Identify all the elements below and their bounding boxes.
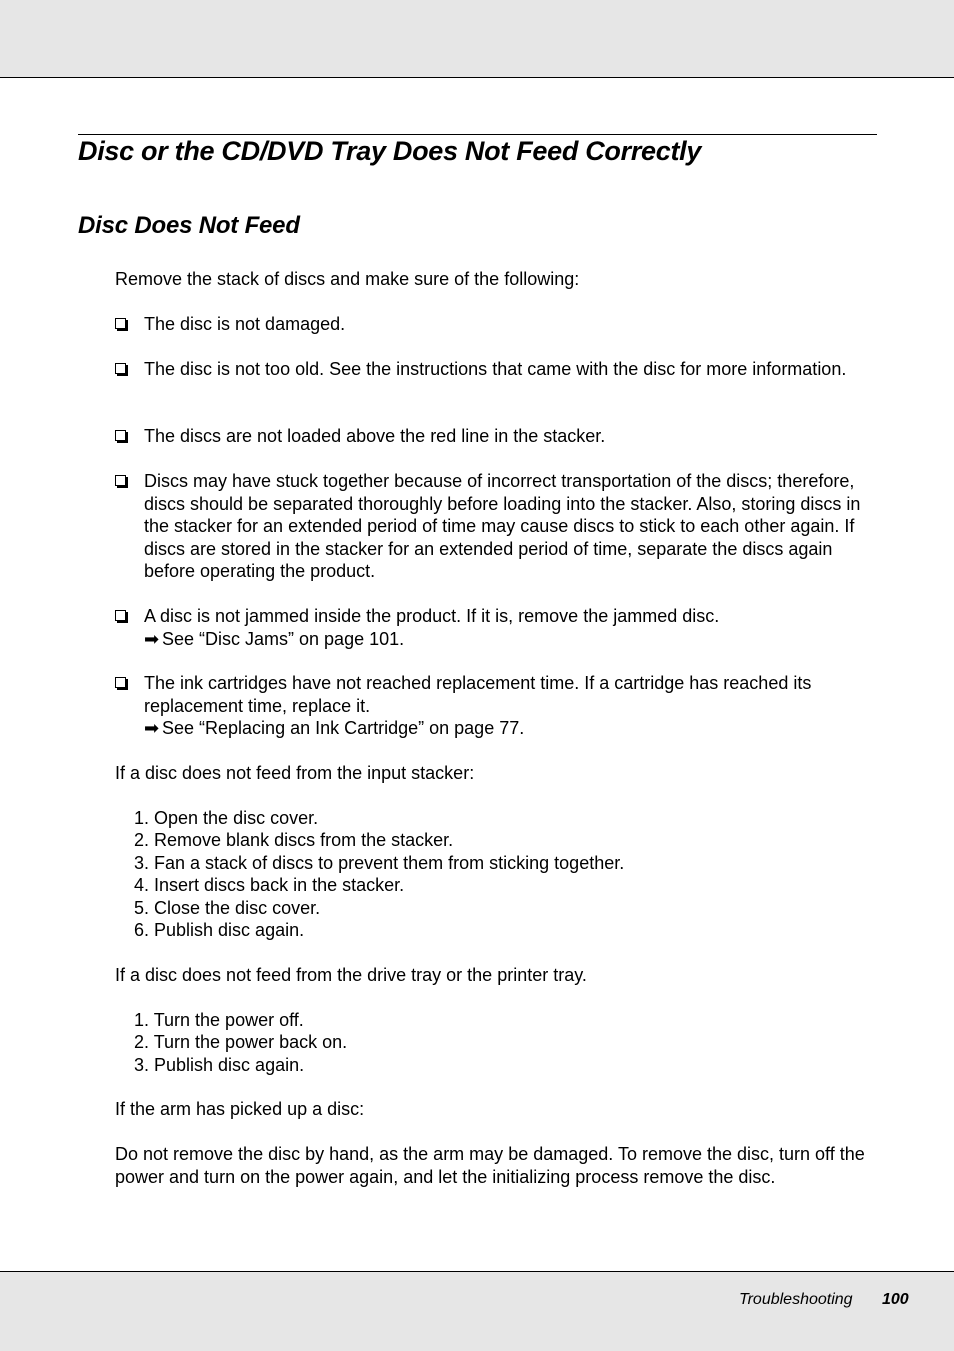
step-item: 3. Publish disc again. xyxy=(134,1054,305,1075)
arm-intro: If the arm has picked up a disc: xyxy=(115,1099,365,1119)
step-item: 5. Close the disc cover. xyxy=(134,897,321,918)
footer-band xyxy=(0,1271,954,1351)
arm-body: Do not remove the disc by hand, as the arm may be damaged. To remove the disc, turn off the power and turn on the power again, and let the initializing process remove the disc. xyxy=(115,1144,865,1187)
cross-reference-link[interactable]: See “Replacing an Ink Cartridge” on page 77. xyxy=(162,718,525,738)
bullet-text: Discs may have stuck together because of incorrect transportation of the discs; therefore, discs should be separated thoroughly before loading into the stacker. Also, storing discs in the stacker for an extended period of time may cause discs to stick to each other again. If discs are stored in the stacker for an extended period of time, separate the discs again before operating the product. xyxy=(144,471,861,581)
bullet-text: A disc is not jammed inside the product. If it is, remove the jammed disc. xyxy=(144,606,720,626)
footer-section-title: Troubleshooting xyxy=(739,1291,853,1308)
step-item: 2. Remove blank discs from the stacker. xyxy=(134,830,454,851)
intro-text: Remove the stack of discs and make sure of the following: xyxy=(115,269,580,289)
step-item: 2. Turn the power back on. xyxy=(134,1032,348,1053)
step-item: 1. Open the disc cover. xyxy=(134,808,319,828)
right-arrow-icon: ➡ xyxy=(144,718,160,738)
step-item: 4. Insert discs back in the stacker. xyxy=(134,875,405,896)
step-item: 3. Fan a stack of discs to prevent them from sticking together. xyxy=(134,852,625,873)
checkbox-square-icon xyxy=(115,475,126,486)
bullet-text: The discs are not loaded above the red line in the stacker. xyxy=(144,426,606,446)
drive-tray-steps xyxy=(134,1009,347,1076)
right-arrow-icon: ➡ xyxy=(144,628,160,649)
cross-reference-link[interactable]: See “Disc Jams” on page 101. xyxy=(162,628,405,649)
bullet-text: The disc is not damaged. xyxy=(144,314,346,334)
step-item: 6. Publish disc again. xyxy=(134,920,305,941)
checkbox-square-icon xyxy=(115,363,126,374)
input-stacker-steps xyxy=(134,807,624,941)
checkbox-square-icon xyxy=(115,430,126,441)
bullet-text: The ink cartridges have not reached replacement time. If a cartridge has reached its replacement time, replace it. xyxy=(144,673,812,716)
section-heading: Disc Does Not Feed xyxy=(78,212,300,239)
drive-tray-intro: If a disc does not feed from the drive tray or the printer tray. xyxy=(115,965,587,985)
header-band xyxy=(0,0,954,78)
checkbox-square-icon xyxy=(115,677,126,688)
bullet-text: The disc is not too old. See the instructions that came with the disc for more information. xyxy=(144,359,847,379)
step-item: 1. Turn the power off. xyxy=(134,1010,304,1030)
checkbox-square-icon xyxy=(115,318,126,329)
checkbox-square-icon xyxy=(115,610,126,621)
page-heading: Disc or the CD/DVD Tray Does Not Feed Correctly xyxy=(78,136,702,166)
footer-page-number: 100 xyxy=(882,1291,909,1308)
input-stacker-intro: If a disc does not feed from the input stacker: xyxy=(115,763,475,783)
